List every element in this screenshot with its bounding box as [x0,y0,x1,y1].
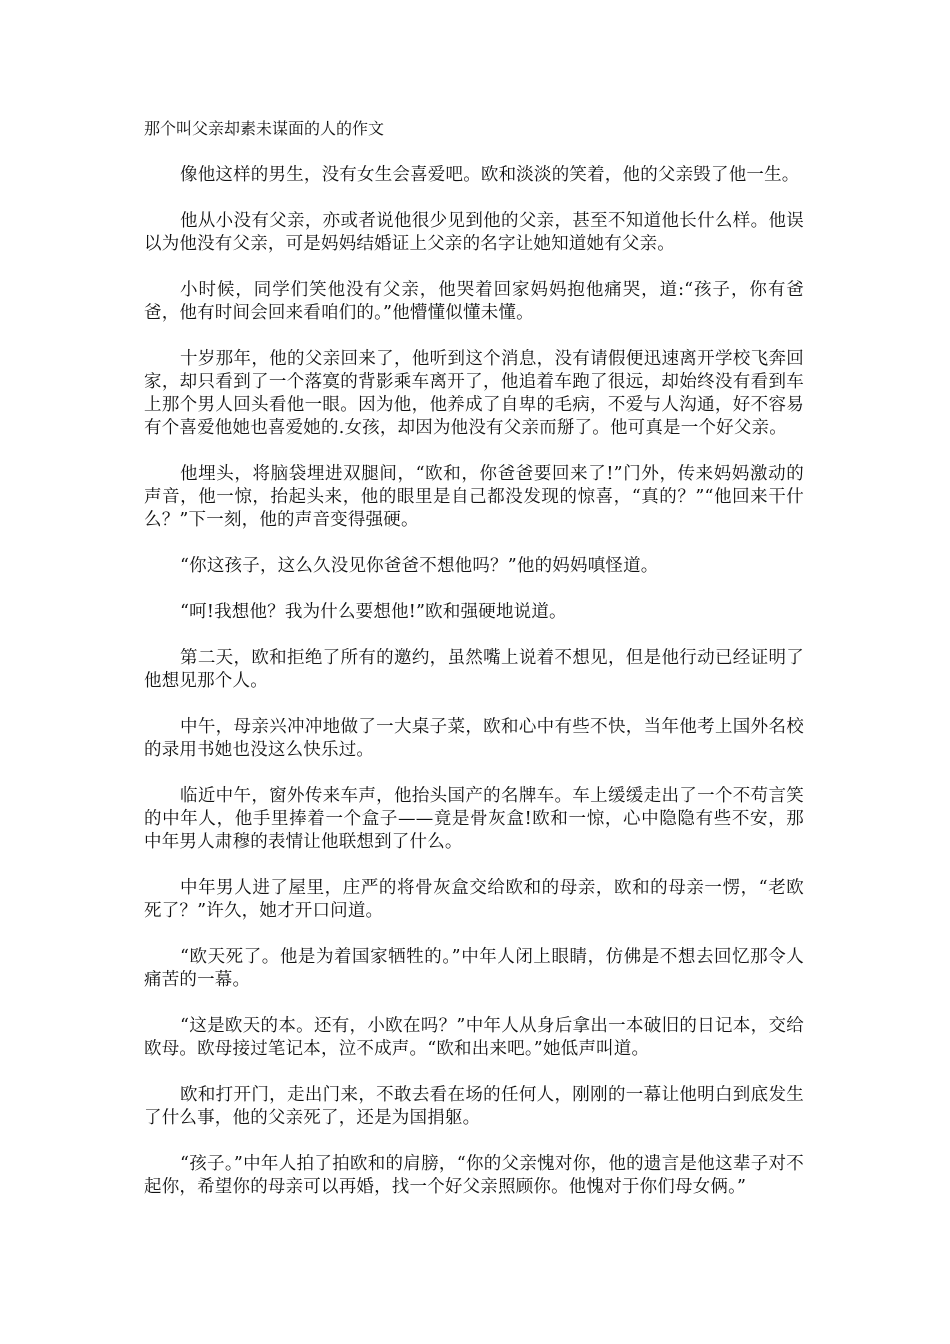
paragraph: 第二天，欧和拒绝了所有的邀约，虽然嘴上说着不想见，但是他行动已经证明了他想见那个人。 [144,648,804,691]
paragraph: 临近中午，窗外传来车声，他抬头国产的名牌车。车上缓缓走出了一个不苟言笑的中年人，他手里捧着一个盒子——竟是骨灰盒!欧和一惊，心中隐隐有些不安，那中年男人肃穆的表情让他联想到了什么。 [144,786,804,852]
paragraph: “孩子。”中年人拍了拍欧和的肩膀，“你的父亲愧对你，他的遗言是他这辈子对不起你，希望你的母亲可以再婚，找一个好父亲照顾你。他愧对于你们母女俩。” [144,1154,804,1197]
document-page [144,118,804,1222]
paragraph: 中年男人进了屋里，庄严的将骨灰盒交给欧和的母亲，欧和的母亲一愣，“老欧死了？”许久，她才开口问道。 [144,878,804,921]
paragraph: 小时候，同学们笑他没有父亲，他哭着回家妈妈抱他痛哭，道:“孩子，你有爸爸，他有时间会回来看咱们的。”他懵懂似懂未懂。 [144,280,804,323]
paragraph: 像他这样的男生，没有女生会喜爱吧。欧和淡淡的笑着，他的父亲毁了他一生。 [180,165,800,185]
document-title: 那个叫父亲却素未谋面的人的作文 [144,119,385,138]
paragraph: 欧和打开门，走出门来，不敢去看在场的任何人，刚刚的一幕让他明白到底发生了什么事，他的父亲死了，还是为国捐躯。 [144,1085,804,1128]
paragraph: 他埋头，将脑袋埋进双腿间，“欧和，你爸爸要回来了!”门外，传来妈妈激动的声音，他一惊，抬起头来，他的眼里是自己都没发现的惊喜，“真的？”“他回来干什么？”下一刻，他的声音变得强硬。 [144,464,804,530]
paragraph: 他从小没有父亲，亦或者说他很少见到他的父亲，甚至不知道他长什么样。他误以为他没有父亲，可是妈妈结婚证上父亲的名字让她知道她有父亲。 [144,211,804,254]
paragraph: “欧天死了。他是为着国家牺牲的。”中年人闭上眼睛，仿佛是不想去回忆那令人痛苦的一幕。 [144,947,804,990]
paragraph: 中午，母亲兴冲冲地做了一大桌子菜，欧和心中有些不快，当年他考上国外名校的录用书她也没这么快乐过。 [144,717,804,760]
paragraph: “这是欧天的本。还有，小欧在吗？”中年人从身后拿出一本破旧的日记本，交给欧母。欧母接过笔记本，泣不成声。“欧和出来吧。”她低声叫道。 [144,1016,804,1059]
paragraph: “你这孩子，这么久没见你爸爸不想他吗？”他的妈妈嗔怪道。 [180,556,659,576]
paragraph: “呵!我想他？我为什么要想他!”欧和强硬地说道。 [180,602,567,622]
paragraph: 十岁那年，他的父亲回来了，他听到这个消息，没有请假便迅速离开学校飞奔回家，却只看到了一个落寞的背影乘车离开了，他追着车跑了很远，却始终没有看到车上那个男人回头看他一眼。因为他，他养成了自卑的毛病，不爱与人沟通，好不容易有个喜爱他她也喜爱她的.女孩，却因为他没有父亲而掰了。他可真是一个好父亲。 [144,349,804,438]
